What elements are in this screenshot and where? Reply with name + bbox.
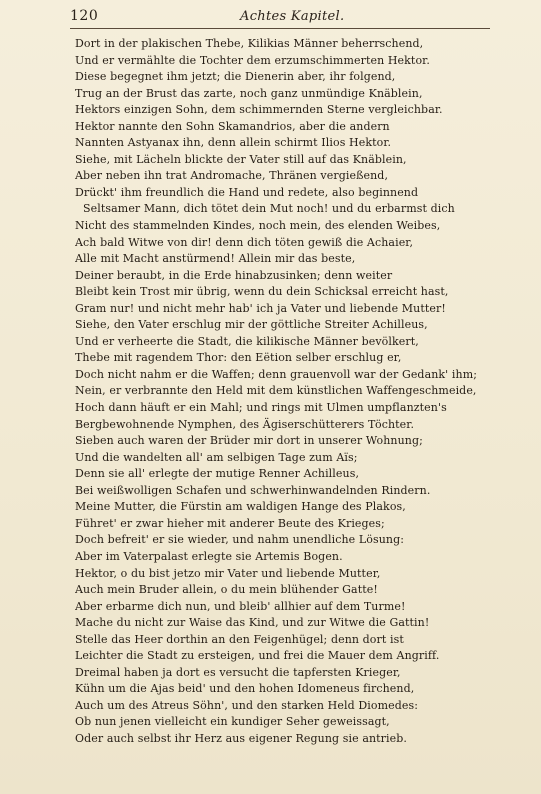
text-line: Kühn um die Ajas beid' und den hohen Idomeneus firchend, <box>75 682 415 696</box>
text-line: Hektor nannte den Sohn Skamandrios, aber die andern <box>75 119 390 133</box>
text-line: Siehe, den Vater erschlug mir der göttliche Streiter Achilleus, <box>75 318 428 332</box>
text-line: Führet' er zwar hieher mit anderer Beute des Krieges; <box>75 516 385 530</box>
text-line: Auch um des Atreus Söhn', und den starken Held Diomedes: <box>75 698 419 712</box>
text-line: Ach bald Witwe von dir! denn dich töten gewiß die Achaier, <box>75 235 414 249</box>
text-line: Dort in der plakischen Thebe, Kilikias Männer beherrschend, <box>75 37 424 50</box>
text-line: Denn sie all' erlegte der mutige Renner Achilleus, <box>75 467 360 481</box>
text-line: Ob nun jenen vielleicht ein kundiger Seher geweissagt, <box>75 715 390 729</box>
text-line: Stelle das Heer dorthin an den Feigenhügel; denn dort ist <box>75 632 404 646</box>
text-line: Alle mit Macht anstürmend! Allein mir das beste, <box>75 252 356 266</box>
text-line: Meine Mutter, die Fürstin am waldigen Hange des Plakos, <box>75 500 406 514</box>
text-line: Diese begegnet ihm jetzt; die Dienerin aber, ihr folgend, <box>75 70 396 84</box>
text-line: Trug an der Brust das zarte, noch ganz unmündige Knäblein, <box>75 86 423 100</box>
text-line: Seltsamer Mann, dich tötet dein Mut noch! und du erbarmst dich <box>83 202 455 216</box>
text-line: Aber im Vaterpalast erlegte sie Artemis Bogen. <box>75 549 343 563</box>
text-line: Sieben auch waren der Brüder mir dort in unserer Wohnung; <box>75 434 423 448</box>
text-line: Drückt' ihm freundlich die Hand und redete, also beginnend <box>75 185 419 199</box>
text-line: Gram nur! und nicht mehr hab' ich ja Vater und liebende Mutter! <box>75 301 446 315</box>
body-text <box>75 36 495 748</box>
text-line: Und er verheerte die Stadt, die kilikische Männer bevölkert, <box>75 334 419 348</box>
text-line: Nannten Astyanax ihn, denn allein schirmt Ilios Hektor. <box>75 136 392 150</box>
text-line: Mache du nicht zur Waise das Kind, und zur Witwe die Gattin! <box>75 616 430 630</box>
text-line: Thebe mit ragendem Thor: den Eëtion selber erschlug er, <box>75 351 402 365</box>
text-line: Und die wandelten all' am selbigen Tage zum Aïs; <box>75 450 358 464</box>
text-line: Dreimal haben ja dort es versucht die tapfersten Krieger, <box>75 665 401 679</box>
text-line: Auch mein Bruder allein, o du mein blühender Gatte! <box>75 583 378 597</box>
text-line: Leichter die Stadt zu ersteigen, und frei die Mauer dem Angriff. <box>75 649 440 663</box>
text-line: Siehe, mit Lächeln blickte der Vater still auf das Knäblein, <box>75 152 407 166</box>
text-line: Oder auch selbst ihr Herz aus eigener Regung sie antrieb. <box>75 731 408 745</box>
text-line: Nicht des stammelnden Kindes, noch mein, des elenden Weibes, <box>75 219 441 233</box>
text-line: Bei weißwolligen Schafen und schwerhinwandelnden Rindern. <box>75 483 431 497</box>
text-line: Hektor, o du bist jetzo mir Vater und liebende Mutter, <box>75 566 381 580</box>
text-line: Doch befreit' er sie wieder, und nahm unendliche Lösung: <box>75 533 405 547</box>
text-line: Und er vermählte die Tochter dem erzumschimmerten Hektor. <box>75 53 430 67</box>
header-rule <box>70 28 490 29</box>
text-line: Nein, er verbrannte den Held mit dem künstlichen Waffengeschmeide, <box>75 384 477 398</box>
running-head: Achtes Kapitel. <box>240 9 345 24</box>
page-header <box>70 4 490 26</box>
text-line: Hektors einzigen Sohn, dem schimmernden Sterne vergleichbar. <box>75 103 443 117</box>
text-line: Aber neben ihn trat Andromache, Thränen vergießend, <box>75 169 389 183</box>
text-line: Bergbewohnende Nymphen, des Ägiserschütterers Töchter. <box>75 417 415 431</box>
text-line: Deiner beraubt, in die Erde hinabzusinken; denn weiter <box>75 268 393 282</box>
text-line: Hoch dann häuft er ein Mahl; und rings mit Ulmen umpflanzten's <box>75 401 447 415</box>
page-number: 120 <box>70 8 99 24</box>
text-line: Bleibt kein Trost mir übrig, wenn du dein Schicksal erreicht hast, <box>75 285 449 299</box>
text-line: Aber erbarme dich nun, und bleib' allhier auf dem Turme! <box>75 599 406 613</box>
text-line: Doch nicht nahm er die Waffen; denn grauenvoll war der Gedank' ihm; <box>75 367 478 381</box>
